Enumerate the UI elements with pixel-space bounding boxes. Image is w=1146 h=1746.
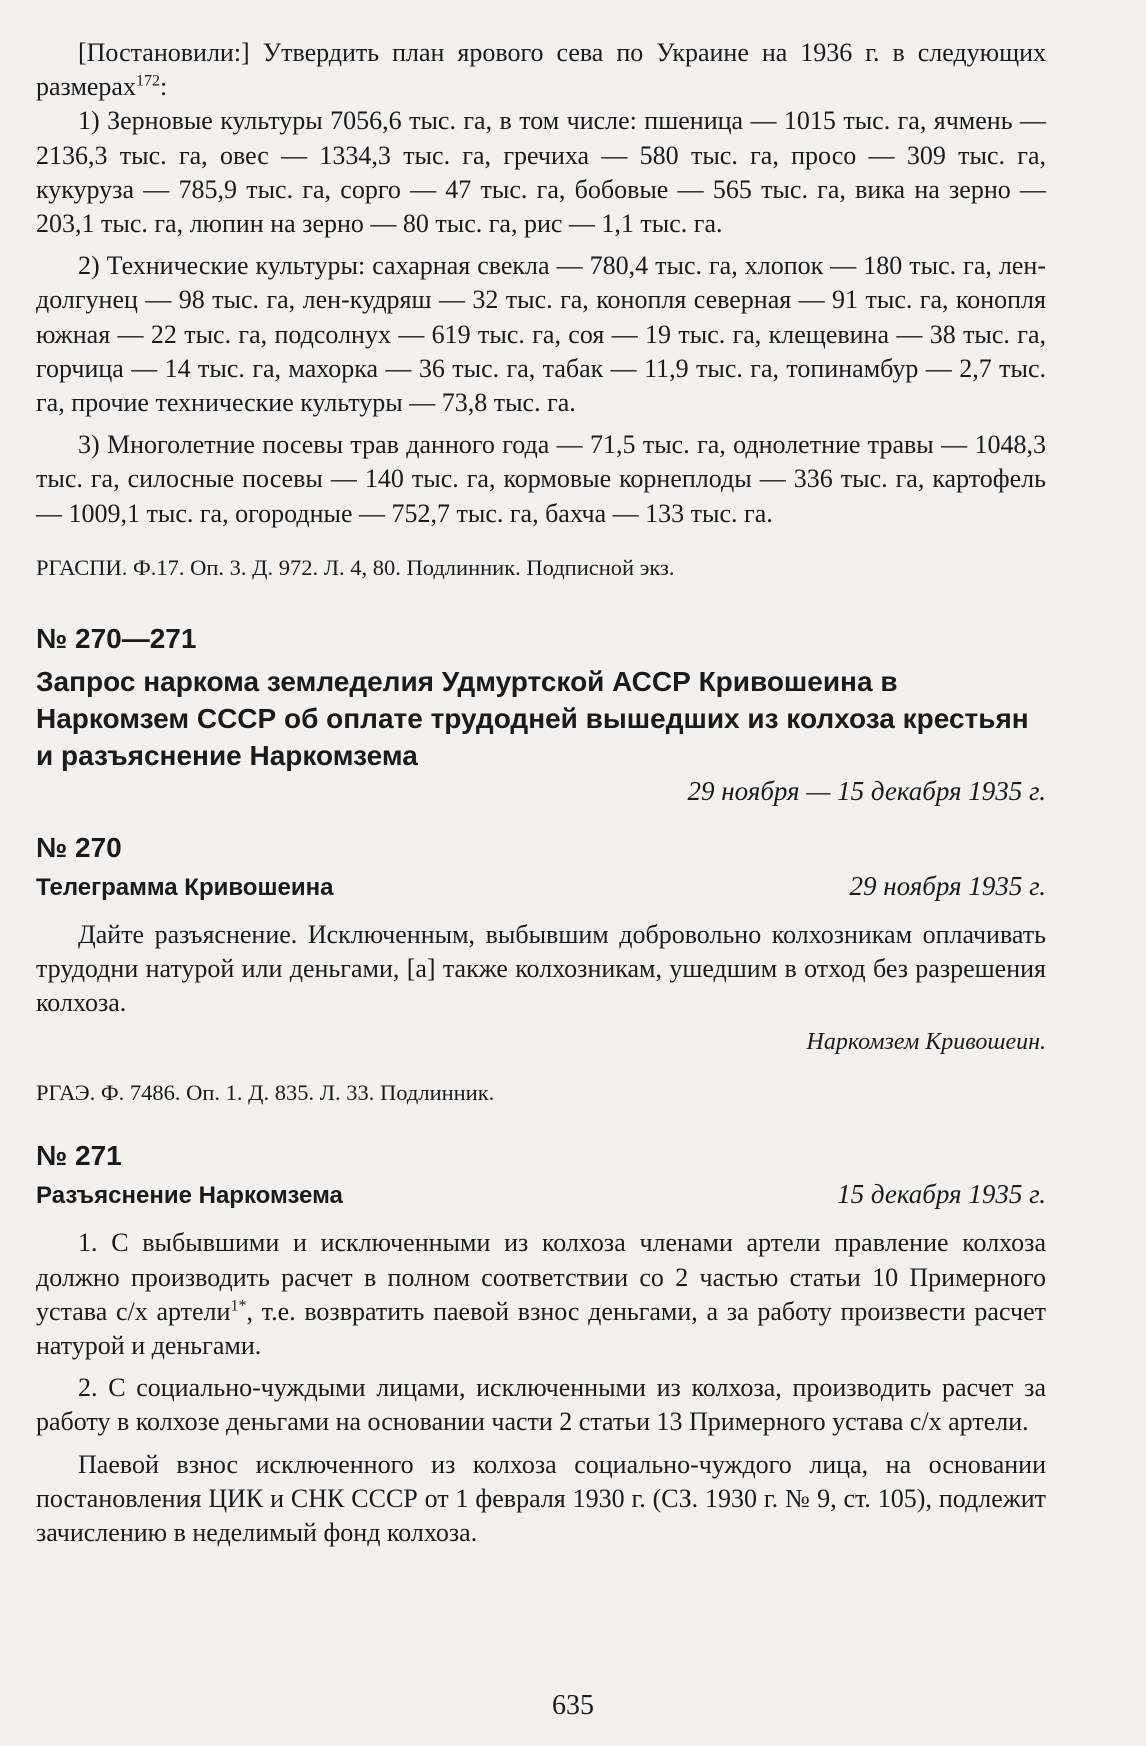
doc271-date: 15 декабря 1935 г. bbox=[837, 1179, 1046, 1210]
doc271-point-3: Паевой взнос исключенного из колхоза социально-чуждого лица, на основании постановления ЦИК и СНК СССР от 1 февраля 1930 г. (СЗ. 1930 г. № 9, ст. 105), подлежит зачислению в неделимый фонд колхоза. bbox=[36, 1449, 1046, 1548]
doc-group-title: Запрос наркома земледелия Удмуртской АССР Кривошеина в Наркомзем СССР об оплате трудодней вышедших из колхоза крестьян и разъяснение Наркомзема bbox=[36, 665, 1029, 771]
doc271-point-2: 2. С социально-чуждыми лицами, исключенными из колхоза, производить расчет за работу в колхозе деньгами на основании части 2 статьи 13 Примерного устава с/х артели. bbox=[36, 1373, 1046, 1437]
document-page bbox=[36, 36, 1046, 1550]
plan-item-grain: 1) Зерновые культуры 7056,6 тыс. га, в том числе: пшеница — 1015 тыс. га, ячмень — 2136,3 тыс. га, овес — 1334,3 тыс. га, гречиха — 580 тыс. га, просо — 309 тыс. га, кукуруза — 785,9 тыс. га, сорго — 47 тыс. га, бобовые — 565 тыс. га, вика на зерно — 203,1 тыс. га, люпин на зерно — 80 тыс. га, рис — 1,1 тыс. га. bbox=[36, 106, 1046, 239]
plan-item-technical: 2) Технические культуры: сахарная свекла — 780,4 тыс. га, хлопок — 180 тыс. га, лен-долгунец — 98 тыс. га, лен-кудряш — 32 тыс. га, конопля северная — 91 тыс. га, конопля южная — 22 тыс. га, подсолнух — 619 тыс. га, соя — 19 тыс. га, клещевина — 38 тыс. га, горчица — 14 тыс. га, махорка — 36 тыс. га, табак — 11,9 тыс. га, топинамбур — 2,7 тыс. га, прочие технические культуры — 73,8 тыс. га. bbox=[36, 251, 1046, 418]
doc271-title: Разъяснение Наркомзема bbox=[36, 1182, 343, 1210]
doc270-signature: Наркомзем Кривошеин. bbox=[806, 1029, 1046, 1056]
doc270-text: Дайте разъяснение. Исключенным, выбывшим добровольно колхозникам оплачивать трудодни натурой или деньгами, [а] также колхозникам, ушедшим в отход без разрешения колхоза. bbox=[36, 919, 1046, 1018]
doc270-date: 29 ноября 1935 г. bbox=[849, 870, 1046, 901]
doc-group-date: 29 ноября — 15 декабря 1935 г. bbox=[687, 775, 1046, 806]
doc270-titleline bbox=[36, 870, 1046, 904]
doc-group-number: № 270—271 bbox=[36, 622, 197, 654]
footnote-ref-172: 172 bbox=[135, 72, 160, 90]
doc270-title: Телеграмма Кривошеина bbox=[36, 873, 334, 901]
doc271-number: № 271 bbox=[36, 1140, 122, 1172]
page-number: 635 bbox=[552, 1690, 594, 1721]
plan-item-grasses: 3) Многолетние посевы трав данного года — 71,5 тыс. га, однолетние травы — 1048,3 тыс. га, силосные посевы — 140 тыс. га, кормовые корнеплоды — 336 тыс. га, картофель — 1009,1 тыс. га, огородные — 752,7 тыс. га, бахча — 133 тыс. га. bbox=[36, 430, 1046, 528]
archive-source-1: РГАСПИ. Ф.17. Оп. 3. Д. 972. Л. 4, 80. Подлинник. Подписной экз. bbox=[36, 554, 675, 580]
footnote-ref-1: 1* bbox=[230, 1297, 247, 1315]
doc271-titleline bbox=[36, 1178, 1046, 1212]
doc270-number: № 270 bbox=[36, 831, 122, 863]
archive-source-2: РГАЭ. Ф. 7486. Оп. 1. Д. 835. Л. 33. Подлинник. bbox=[36, 1080, 495, 1106]
doc271-point-1: 1. С выбывшими и исключенными из колхоза членами артели правление колхоза должно производить расчет в полном соответствии со 2 частью статьи 10 Примерного устава с/х артели$^{1*}$, т.е. возвратить паевой взнос деньгами, а за работу произвести расчет натурой и деньгами. bbox=[36, 1228, 1046, 1361]
resolution-intro: [Постановили:] Утвердить план ярового сева по Украине на 1936 г. в следующих размерах$^{172}$: bbox=[36, 38, 1046, 102]
